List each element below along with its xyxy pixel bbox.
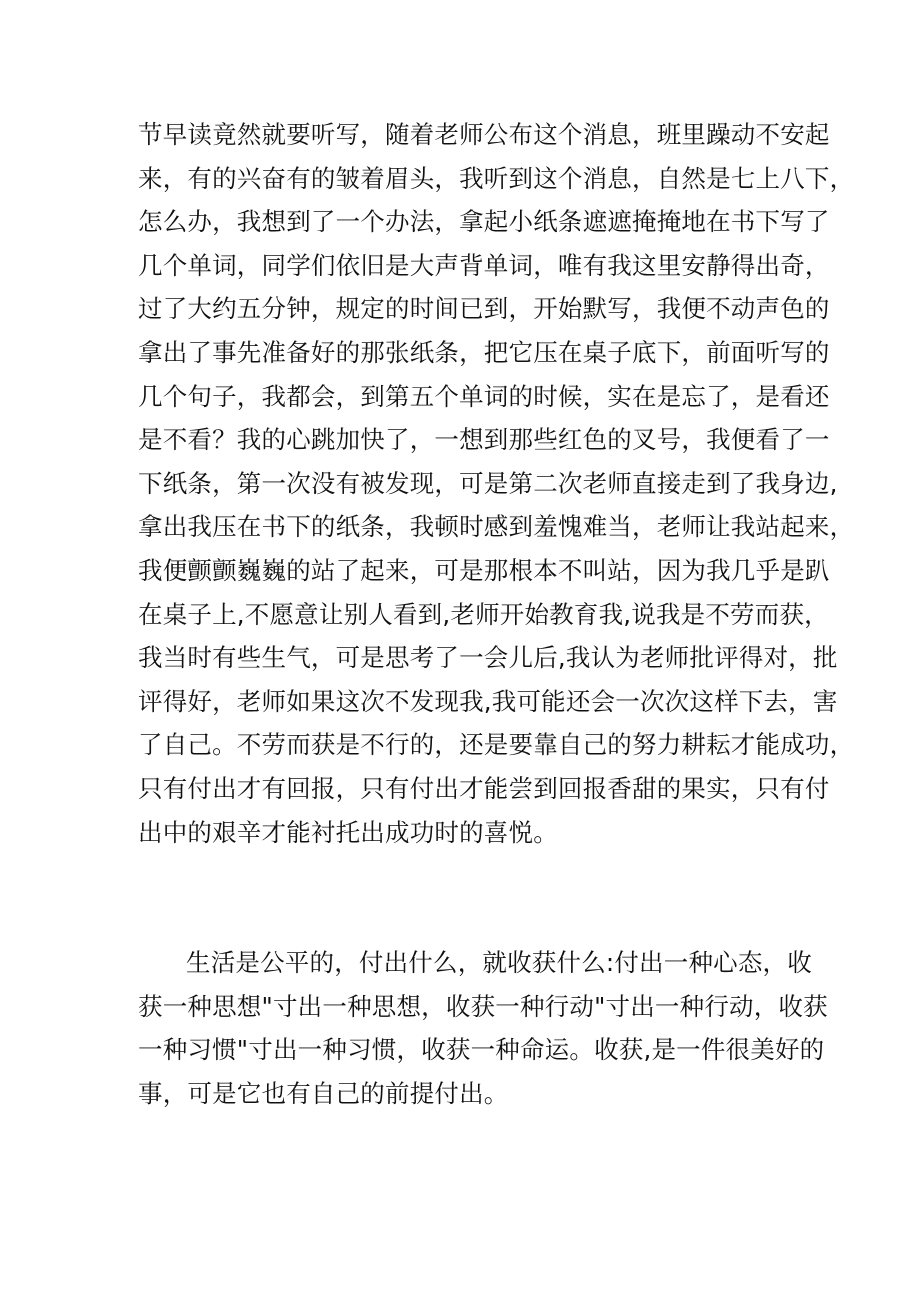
text-line: 生活是公平的，付出什么，就收获什么:付出一种心态，收 — [186, 948, 812, 978]
text-line: 评得好，老师如果这次不发现我,我可能还会一次次这样下去，害 — [138, 686, 838, 716]
text-line: 是不看？我的心跳加快了，一想到那些红色的叉号，我便看了一 — [138, 425, 830, 455]
text-line: 节早读竟然就要听写，随着老师公布这个消息，班里躁动不安起 — [138, 120, 830, 149]
text-line: 出中的艰辛才能衬托出成功时的喜悦。 — [138, 817, 558, 847]
text-line: 拿出我压在书下的纸条，我顿时感到羞愧难当，老师让我站起来， — [138, 512, 855, 542]
text-line: 了自己。不劳而获是不行的，还是要靠自己的努力耕耘才能成功， — [138, 730, 855, 760]
paragraph-2 — [138, 941, 828, 1115]
text-line: 过了大约五分钟，规定的时间已到，开始默写，我便不动声色的 — [138, 294, 830, 324]
text-line: 怎么办，我想到了一个办法，拿起小纸条遮遮掩掩地在书下写了 — [138, 207, 830, 237]
paragraph-spacer — [138, 854, 798, 941]
text-line: 只有付出才有回报，只有付出才能尝到回报香甜的果实，只有付 — [138, 773, 830, 803]
text-line: 下纸条，第一次没有被发现，可是第二次老师直接走到了我身边, — [138, 468, 838, 498]
text-line: 事，可是它也有自己的前提付出。 — [138, 1078, 509, 1108]
text-line: 拿出了事先准备好的那张纸条，把它压在桌子底下，前面听写的 — [138, 337, 830, 367]
text-line: 获一种思想"寸出一种思想，收获一种行动"寸出一种行动，收获 — [138, 991, 828, 1021]
text-line: 几个单词，同学们依旧是大声背单词，唯有我这里安静得出奇， — [138, 250, 830, 280]
text-line: 在桌子上,不愿意让别人看到,老师开始教育我,说我是不劳而获， — [138, 599, 829, 629]
text-line: 我当时有些生气，可是思考了一会儿后,我认为老师批评得对，批 — [138, 643, 838, 673]
document-body — [138, 113, 855, 1115]
text-line: 来，有的兴奋有的皱着眉头，我听到这个消息，自然是七上八下， — [138, 163, 855, 193]
text-line: 几个句子，我都会，到第五个单词的时候，实在是忘了，是看还 — [138, 381, 830, 411]
text-line: 我便颤颤巍巍的站了起来，可是那根本不叫站，因为我几乎是趴 — [138, 555, 830, 585]
paragraph-1 — [138, 113, 855, 854]
text-line: 一种习惯"寸出一种习惯，收获一种命运。收获,是一件很美好的 — [138, 1035, 825, 1065]
